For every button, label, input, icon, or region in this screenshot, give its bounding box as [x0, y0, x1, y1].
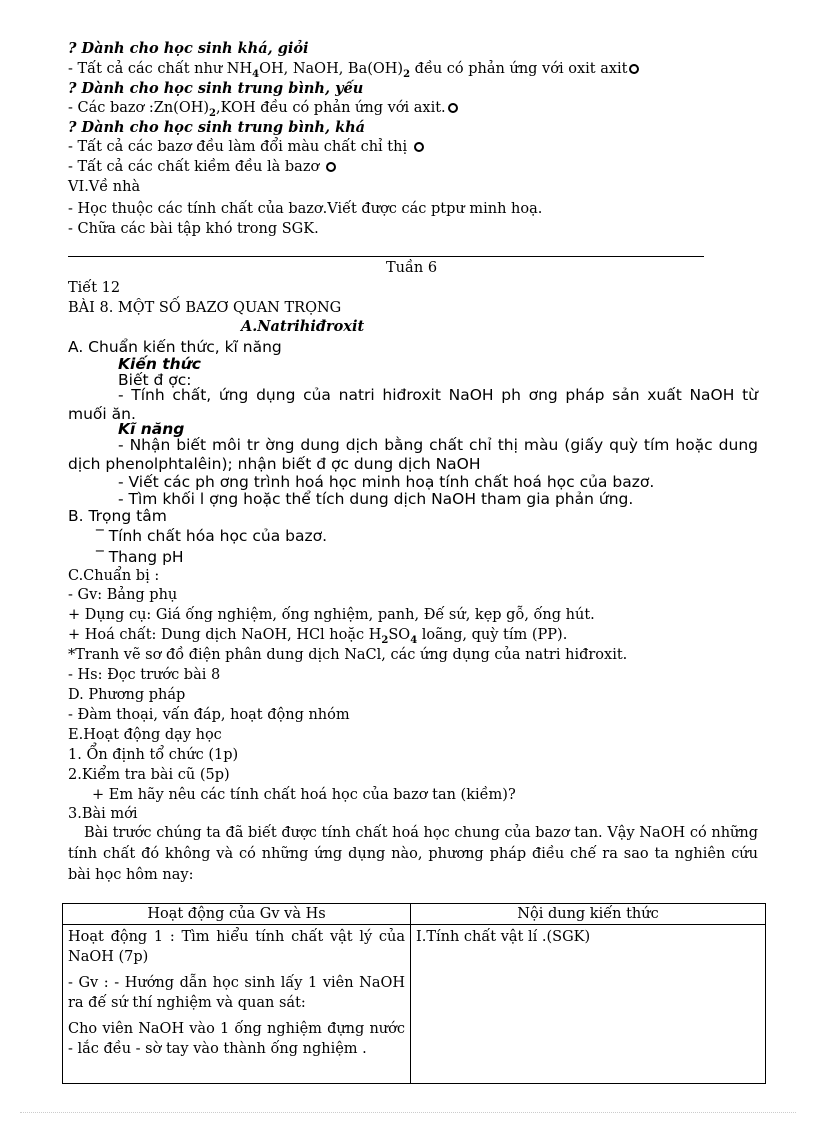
- kien-thuc-heading: Kiến thức: [118, 355, 201, 373]
- tim-khoi-luong: - Tìm khối l ợng hoặc thể tích dung dịch NaOH tham gia phản ứng.: [118, 490, 634, 508]
- heading-kha-gioi: ? Dành cho học sinh khá, giỏi: [68, 40, 309, 57]
- heading-trung-binh-yeu: ? Dành cho học sinh trung bình, yếu: [68, 80, 364, 97]
- activity-1-step-1: - Gv : - Hướng dẫn học sinh lấy 1 viên NaOH ra đế sứ thí nghiệm và quan sát:: [68, 975, 405, 1011]
- chuan-bi-gv: - Gv: Bảng phụ: [68, 587, 178, 603]
- trong-tam-item-1: ‾ Tính chất hóa học của bazơ.: [96, 527, 328, 545]
- phuong-phap: - Đàm thoại, vấn đáp, hoạt động nhóm: [68, 707, 350, 723]
- chuan-bi-hs: - Hs: Đọc trước bài 8: [68, 667, 221, 683]
- biet-duoc: Biết đ ợc:: [118, 371, 192, 389]
- review-question: + Em hãy nêu các tính chất hoá học của bazơ tan (kiềm)?: [92, 787, 516, 803]
- table-row: [63, 925, 766, 1084]
- intro-paragraph: Bài trước chúng ta đã biết được tính chất hoá học chung của bazơ tan. Vậy NaOH có những tính chất đó không và có những ứng dụng nào, phương pháp điều chế ra sao ta nghiên cứu bài học hôm nay:: [68, 825, 758, 883]
- activity-1-title: Hoạt động 1 : Tìm hiểu tính chất vật lý của NaOH (7p): [68, 929, 405, 965]
- statement-1: - Tất cả các chất như $NH_4OH$, NaOH, $Ba(OH)_2$ đều có phản ứng với oxit axit: [68, 60, 639, 84]
- section-b-heading: B. Trọng tâm: [68, 507, 167, 525]
- trong-tam-item-2: ‾ Thang pH: [96, 548, 184, 566]
- page-bottom-border: [20, 1112, 796, 1113]
- section-c-heading: C.Chuẩn bị :: [68, 568, 160, 584]
- hoa-chat: + Hoá chất: Dung dịch NaOH, HCl hoặc $H_2SO_4$ loãng, quỳ tím (PP).: [68, 627, 568, 646]
- divider: [68, 256, 704, 257]
- circle-bullet-icon: [326, 162, 336, 172]
- statement-2: - Các bazơ $:Zn(OH)_2,KOH$ đều có phản ứng với axit.: [68, 99, 458, 123]
- lesson-title: BÀI 8. MỘT SỐ BAZƠ QUAN TRỌNG: [68, 300, 342, 316]
- statement-4: - Tất cả các chất kiềm đều là bazơ: [68, 158, 336, 176]
- dung-cu: + Dụng cụ: Giá ống nghiệm, ống nghiệm, panh, Đế sứ, kẹp gỗ, ống hút.: [68, 607, 595, 623]
- section-e-heading: E.Hoạt động dạy học: [68, 727, 222, 743]
- activity-1-step-2: Cho viên NaOH vào 1 ống nghiệm đựng nước - lắc đều - sờ tay vào thành ống nghiệm .: [68, 1021, 405, 1057]
- circle-bullet-icon: [448, 103, 458, 113]
- column-header-content: Nội dung kiến thức: [411, 904, 766, 925]
- activities-cell: [63, 925, 411, 1084]
- viet-pthh: - Viết các ph ơng trình hoá học minh hoạ tính chất hoá học của bazơ.: [118, 473, 655, 491]
- section-ve-nha: VI.Về nhà: [68, 179, 141, 195]
- homework-2: - Chữa các bài tập khó trong SGK.: [68, 221, 319, 237]
- lesson-subtitle: A.Natrihiđroxit: [241, 318, 365, 335]
- lesson-number: Tiết 12: [68, 280, 121, 296]
- ki-nang-heading: Kĩ năng: [118, 420, 185, 438]
- table-header-row: [63, 904, 766, 925]
- tinh-chat-paragraph: - Tính chất, ứng dụng của natri hiđroxit NaOH ph ơng pháp sản xuất NaOH từ muối ăn.: [68, 386, 758, 423]
- section-d-heading: D. Phương pháp: [68, 687, 186, 703]
- week-label: Tuần 6: [386, 260, 438, 276]
- nhan-biet-paragraph: - Nhận biết môi tr ờng dung dịch bằng chất chỉ thị màu (giấy quỳ tím hoặc dung dịch phenolphtalêin); nhận biết đ ợc dung dịch NaOH: [68, 436, 758, 473]
- column-header-activities: Hoạt động của Gv và Hs: [63, 904, 411, 925]
- homework-1: - Học thuộc các tính chất của bazơ.Viết được các ptpư minh hoạ.: [68, 201, 543, 217]
- content-cell: [411, 925, 766, 1084]
- tinh-chat-vat-li: I.Tính chất vật lí .(SGK): [416, 929, 591, 945]
- circle-bullet-icon: [414, 142, 424, 152]
- step-1: 1. Ổn định tổ chức (1p): [68, 747, 239, 763]
- circle-bullet-icon: [629, 64, 639, 74]
- heading-trung-binh-kha: ? Dành cho học sinh trung bình, khá: [68, 119, 366, 136]
- statement-3: - Tất cả các bazơ đều làm đổi màu chất chỉ thị: [68, 138, 424, 156]
- tranh-ve: *Tranh vẽ sơ đồ điện phân dung dịch NaCl, các ứng dụng của natri hiđroxit.: [68, 647, 628, 663]
- section-a-heading: A. Chuẩn kiến thức, kĩ năng: [68, 338, 282, 356]
- lesson-table: [62, 903, 766, 1084]
- step-2: 2.Kiểm tra bài cũ (5p): [68, 767, 230, 783]
- step-3: 3.Bài mới: [68, 806, 138, 822]
